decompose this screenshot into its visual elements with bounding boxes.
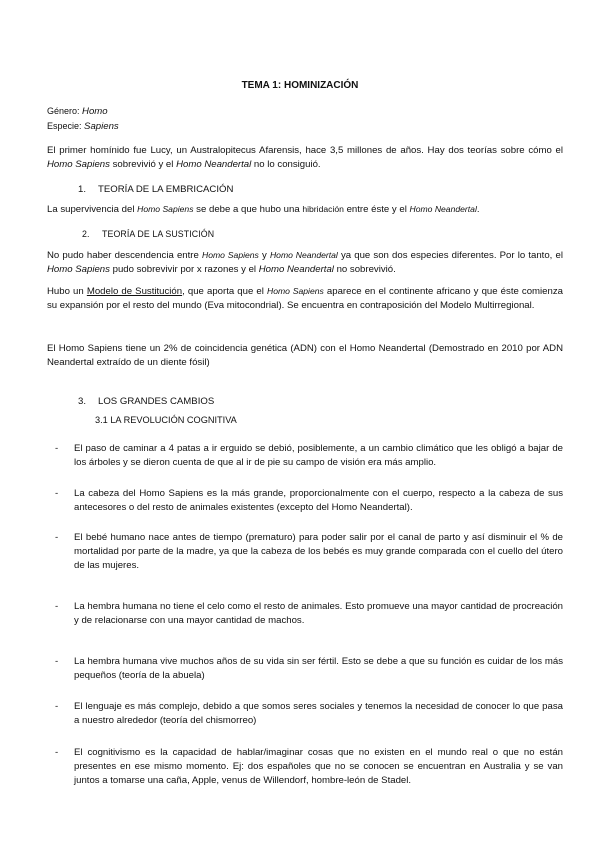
section-3-heading [78, 395, 214, 409]
section-3-number: 3. [78, 396, 87, 407]
genero-label: Género: [47, 106, 80, 116]
s2p2-text-1: Hubo un [47, 286, 87, 297]
bullet-dash: - [55, 443, 59, 454]
bullet-text: La hembra humana no tiene el celo como el resto de animales. Esto promueve una mayor cantidad de procreación y de relacionarse con una mayor cantidad de machos. [74, 601, 563, 626]
intro-text-2: Homo Sapiens [47, 158, 110, 170]
s1-text-6: Homo Neandertal [409, 204, 477, 214]
adn-paragraph: El Homo Sapiens tiene un 2% de coincidencia genética (ADN) con el Homo Neandertal (Demostrado en 2010 por ADN Neandertal extraído de un diente fósil) [47, 343, 563, 368]
intro-text-4: Homo Neandertal [176, 158, 252, 170]
bullet-item [47, 655, 563, 683]
section-3-title: LOS GRANDES CAMBIOS [98, 396, 215, 407]
s2p1-text-4: Homo Neandertal [269, 250, 338, 260]
bullet-item [47, 600, 563, 628]
bullet-text: La hembra humana vive muchos años de su vida sin ser fértil. Esto se debe a que su función es cuidar de los más pequeños (teoría de la abuela) [74, 656, 563, 681]
s2p2-text-3: , que aporta que el [182, 286, 267, 297]
section-1-heading [78, 183, 233, 197]
bullet-item [47, 700, 563, 728]
s1-text-4: hibridación [302, 204, 344, 214]
bullet-item [47, 442, 563, 470]
modelo-sustitucion-term: Modelo de Sustitución [86, 286, 183, 297]
s1-text-3: se debe a que hubo una [193, 204, 303, 215]
intro-text-1: El primer homínido fue Lucy, un Australopitecus Afarensis, hace 3,5 millones de años. Hay dos teorías sobre cómo el [47, 145, 563, 156]
bullet-text: El bebé humano nace antes de tiempo (prematuro) para poder salir por el canal de parto y así disminuir el % de mortalidad por parte de la madre, ya que la cabeza de los bebés es muy grande comparada con el cuello del útero de las mujeres. [74, 532, 563, 571]
bullet-dash: - [55, 532, 59, 543]
bullet-text: El cognitivismo es la capacidad de hablar/imaginar cosas que no existen en el mundo real o que no están presentes en ese mismo momento. Ej: dos españoles que no se conocen se encuentran en Australia y se van juntos a tomarse una caña, Apple, venus de Willendorf, hombre-león de Stadel. [74, 747, 563, 786]
bullet-text: La cabeza del Homo Sapiens es la más grande, proporcionalmente con el cuerpo, respecto a la cabeza de sus antecesores o del resto de animales existentes (excepto del Homo Neandertal). [74, 488, 563, 513]
especie-line [47, 120, 119, 134]
section-1-title: TEORÍA DE LA EMBRICACIÓN [98, 184, 234, 195]
intro-paragraph [47, 144, 563, 172]
bullet-item [47, 531, 563, 573]
s2p2-text-5: aparece en el continente africano y que éste comienza su expansión por el resto del mundo (Eva mitocondrial). Se encuentra en contraposición del Modelo Multirregional. [47, 286, 563, 311]
bullet-item [47, 487, 563, 515]
s2p1-text-3: y [258, 250, 270, 261]
section-2-paragraph-1 [47, 249, 563, 277]
s2p1-text-2: Homo Sapiens [202, 250, 259, 260]
s1-text-7: . [476, 204, 480, 215]
section-1-paragraph [47, 203, 563, 217]
s2p1-text-5: ya que son dos especies diferentes. Por lo tanto, el [337, 250, 563, 261]
s1-text-5: entre éste y el [343, 204, 410, 215]
bullet-item [47, 746, 563, 788]
bullet-text: El lenguaje es más complejo, debido a que somos seres sociales y tenemos la necesidad de conocer lo que pasa a nuestro alrededor (teoría del chismorreo) [74, 701, 563, 726]
especie-value: Sapiens [84, 121, 119, 132]
s2p1-text-8: Homo Neandertal [258, 263, 334, 275]
s2p1-text-9: no sobrevivió. [333, 263, 396, 275]
intro-text-5: no lo consiguió. [251, 158, 321, 170]
bullet-text: El paso de caminar a 4 patas a ir erguido se debió, posiblemente, a un cambio climático que les obligó a bajar de los árboles y se dieron cuenta de que al ir de pie su campo de visión era más amplio. [74, 443, 563, 468]
section-2-title: TEORÍA DE LA SUSTICIÓN [102, 229, 215, 239]
s2p1-text-7: pudo sobrevivir por x razones y el [109, 263, 259, 275]
s2p2-text-4: Homo Sapiens [267, 286, 324, 296]
section-2-paragraph-2 [47, 285, 563, 313]
bullet-dash: - [55, 701, 59, 712]
s2p1-text-1: No pudo haber descendencia entre [47, 250, 202, 261]
bullet-dash: - [55, 488, 59, 499]
genero-value: Homo [82, 106, 108, 117]
bullet-dash: - [55, 601, 59, 612]
section-3-1-heading: 3.1 LA REVOLUCIÓN COGNITIVA [95, 415, 237, 425]
bullet-dash: - [55, 747, 59, 758]
section-1-number: 1. [78, 184, 87, 195]
s1-text-1: La supervivencia del [47, 204, 138, 215]
genero-line [47, 105, 108, 119]
s1-text-2: Homo Sapiens [137, 204, 194, 214]
s2p1-text-6: Homo Sapiens [47, 263, 110, 275]
especie-label: Especie: [47, 121, 82, 131]
intro-text-3: sobrevivió y el [109, 158, 177, 170]
bullet-dash: - [55, 656, 59, 667]
section-2-number: 2. [82, 229, 90, 239]
section-2-heading [82, 228, 214, 241]
page-title: TEMA 1: HOMINIZACIÓN [241, 80, 359, 91]
